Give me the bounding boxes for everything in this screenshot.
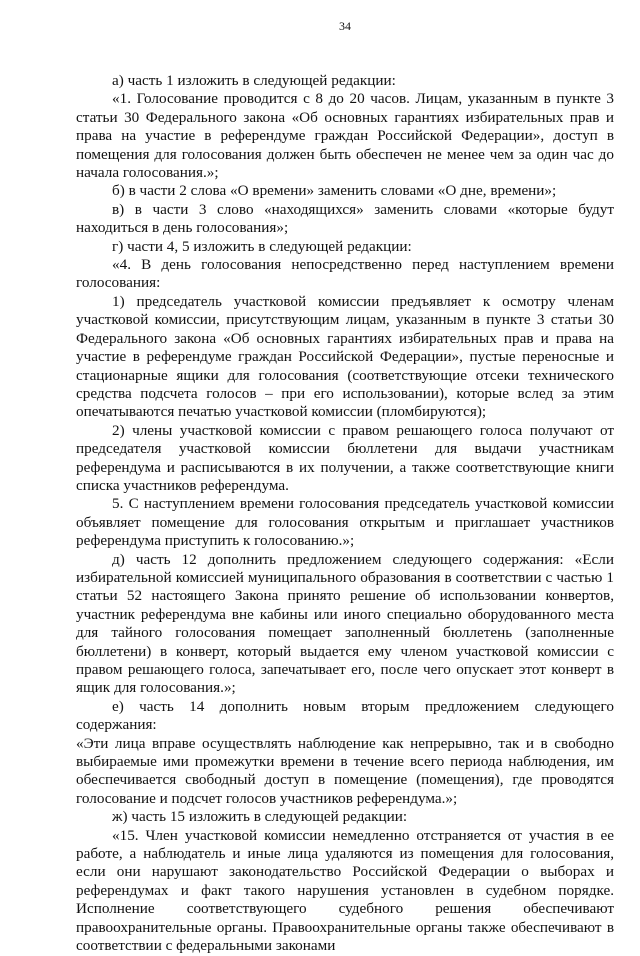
paragraph-b: б) в части 2 слова «О времени» заменить словами «О дне, времени»; — [112, 182, 557, 200]
page-number: 34 — [339, 19, 351, 33]
paragraph-zh-15: «15. Член участковой комиссии немедленно отстраняется от участия в ее работе, а наблюдатель и иные лица удаляются из помещения для голосования, если они нарушают законодательство Российской Федерации о выборах и референдумах и факт такого нарушения установлен в судебном порядке. Исполнение соответствующего судебного решения обеспечивают правоохранительные органы. Правоохранительные органы также обеспечивают в соответствии с федеральными законами — [76, 826, 614, 955]
paragraph-g-4-2: 2) члены участковой комиссии с правом решающего голоса получают от председателя участковой комиссии бюллетени для выдачи участникам референдума и расписываются в их получении, а также соответствующие книги списка участников референдума. — [76, 421, 614, 494]
paragraph-g-4-1: 1) председатель участковой комиссии предъявляет к осмотру членам участковой комиссии, присутствующим лицам, указанным в пункте 3 статьи 30 Федерального закона «Об основных гарантиях избирательных прав и права на участие в референдуме граждан Российской Федерации», пустые переносные и стационарные ящики для голосования (соответствующие отсеки технического средства подсчета голосов – при его использовании), которые вслед за этим опечатываются печатью участковой комиссии (пломбируются); — [76, 292, 614, 421]
paragraph-g: г) части 4, 5 изложить в следующей редакции: — [112, 237, 412, 255]
paragraph-g-4: «4. В день голосования непосредственно перед наступлением времени голосования: — [76, 256, 614, 292]
paragraph-e-text: «Эти лица вправе осуществлять наблюдение как непрерывно, так и в свободно выбираемые ими промежутки времени в течение всего периода наблюдения, им обеспечивается свободный доступ в помещение (помещения), где проводятся голосование и подсчет голосов участников референдума.»; — [76, 734, 614, 807]
paragraph-a-text: «1. Голосование проводится с 8 до 20 часов. Лицам, указанным в пункте 3 статьи 30 Федерального закона «Об основных гарантиях избирательных прав и права на участие в референдуме граждан Российской Федерации», доступ в помещения для голосования должен быть обеспечен не менее чем за один час до начала голосования.»; — [76, 90, 614, 182]
paragraph-a: а) часть 1 изложить в следующей редакции: — [112, 72, 396, 89]
paragraph-g-5: 5. С наступлением времени голосования председатель участковой комиссии объявляет помещение для голосования открытым и приглашает участников референдума приступить к голосованию.»; — [76, 495, 614, 550]
paragraph-v: в) в части 3 слово «находящихся» заменить словами «которые будут находиться в день голосования»; — [76, 200, 614, 237]
paragraph-zh: ж) часть 15 изложить в следующей редакции: — [112, 808, 408, 826]
document-body — [76, 72, 614, 956]
paragraph-d: д) часть 12 дополнить предложением следующего содержания: «Если избирательной комиссией муниципального образования в соответствии с частью 1 статьи 52 настоящего Закона принято решение об использовании конвертов, участник референдума вне кабины или иного специально оборудованного места для тайного голосования помещает заполненный бюллетень (заполненные бюллетени) в конверт, который выдается ему членом участковой комиссии с правом решающего голоса, запечатывает его, после чего опускает этот конверт в ящик для голосования.»; — [76, 550, 614, 697]
paragraph-e: е) часть 14 дополнить новым вторым предложением следующего содержания: — [76, 697, 614, 734]
